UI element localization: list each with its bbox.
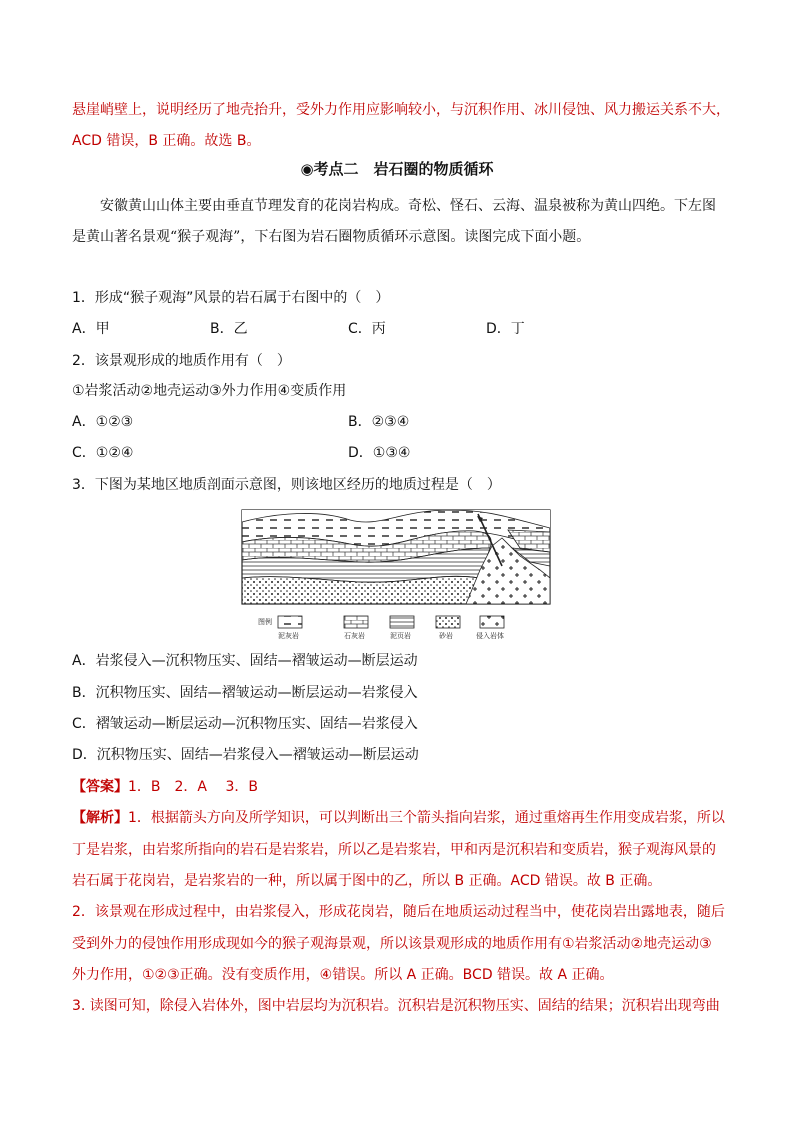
legend-label-limestone: 石灰岩 xyxy=(344,632,365,640)
legend-swatch-marl xyxy=(278,616,302,628)
geologic-cross-section-figure xyxy=(240,508,552,644)
legend-swatch-limestone xyxy=(344,616,368,628)
q1-option-b: B．乙 xyxy=(210,321,248,337)
legend-label-intrusive: 侵入岩体 xyxy=(476,632,504,640)
analysis-p1-line-1: 1．根据箭头方向及所学知识，可以判断出三个箭头指向岩浆，通过重熔再生作用变成岩浆，所以 xyxy=(128,810,725,826)
analysis-label: 【解析】 xyxy=(72,810,128,826)
analysis-p2-line-3: 外力作用，①②③正确。没有变质作用，④错误。所以 A 正确。BCD 错误。故 A 正确。 xyxy=(72,967,614,983)
q1-option-c: C．丙 xyxy=(348,321,386,337)
answer-label: 【答案】 xyxy=(72,779,128,795)
section-heading: ◉考点二 岩石圈的物质循环 xyxy=(300,160,494,178)
analysis-p1-line-3: 岩石属于花岗岩，是岩浆岩的一种，所以属于图中的乙，所以 B 正确。ACD 错误。故 B 正确。 xyxy=(72,873,662,889)
q2-option-c: C．①②④ xyxy=(72,445,134,461)
q2-stem: 2．该景观形成的地质作用有（ ） xyxy=(72,353,291,369)
prev-answer-line-2: ACD 错误，B 正确。故选 B。 xyxy=(72,133,261,149)
material-line-1: 安徽黄山山体主要由垂直节理发育的花岗岩构成。奇松、怪石、云海、温泉被称为黄山四绝。下左图 xyxy=(100,198,716,214)
analysis-p3-line-1: 3. 读图可知，除侵入岩体外，图中岩层均为沉积岩。沉积岩是沉积物压实、固结的结果；沉积岩出现弯曲 xyxy=(72,998,720,1014)
analysis-p2-line-1: 2．该景观在形成过程中，由岩浆侵入，形成花岗岩，随后在地质运动过程当中，使花岗岩出露地表，随后 xyxy=(72,904,725,920)
legend-title: 图例 xyxy=(258,618,272,626)
legend xyxy=(258,616,504,640)
prev-answer-line-1: 悬崖峭壁上，说明经历了地壳抬升，受外力作用应影响较小，与沉积作用、冰川侵蚀、风力搬运关系不大， xyxy=(72,102,730,118)
analysis-p2-line-2: 受到外力的侵蚀作用形成现如今的猴子观海景观，所以该景观形成的地质作用有①岩浆活动②地壳运动③ xyxy=(72,936,712,952)
material-line-2: 是黄山著名景观“猴子观海”，下右图为岩石圈物质循环示意图。读图完成下面小题。 xyxy=(72,229,591,245)
analysis-line-1 xyxy=(72,808,725,828)
legend-swatch-sandstone xyxy=(436,616,460,628)
legend-swatch-shale xyxy=(390,616,414,628)
q3-option-d: D．沉积物压实、固结—岩浆侵入—褶皱运动—断层运动 xyxy=(72,747,419,763)
q2-option-d: D．①③④ xyxy=(348,445,411,461)
legend-swatch-intrusive xyxy=(480,616,504,628)
q2-option-b: B．②③④ xyxy=(348,414,410,430)
q3-option-c: C．褶皱运动—断层运动—沉积物压实、固结—岩浆侵入 xyxy=(72,716,418,732)
legend-label-marl: 泥灰岩 xyxy=(278,632,299,640)
q3-stem: 3．下图为某地区地质剖面示意图，则该地区经历的地质过程是（ ） xyxy=(72,477,501,493)
q1-option-d: D．丁 xyxy=(486,321,525,337)
q1-option-a: A．甲 xyxy=(72,321,110,337)
q2-option-a: A．①②③ xyxy=(72,414,134,430)
legend-label-shale: 泥页岩 xyxy=(390,632,411,640)
q3-option-a: A．岩浆侵入—沉积物压实、固结—褶皱运动—断层运动 xyxy=(72,653,418,669)
answer-line xyxy=(72,777,258,797)
q1-stem: 1．形成“猴子观海”风景的岩石属于右图中的（ ） xyxy=(72,290,390,306)
q2-items: ①岩浆活动②地壳运动③外力作用④变质作用 xyxy=(72,383,347,399)
answer-text: 1．B 2．A 3．B xyxy=(128,779,258,795)
analysis-p1-line-2: 丁是岩浆，由岩浆所指向的岩石是岩浆岩，所以乙是岩浆岩，甲和丙是沉积岩和变质岩，猴子观海风景的 xyxy=(72,842,716,858)
q3-option-b: B．沉积物压实、固结—褶皱运动—断层运动—岩浆侵入 xyxy=(72,685,418,701)
legend-label-sandstone: 砂岩 xyxy=(439,632,453,640)
